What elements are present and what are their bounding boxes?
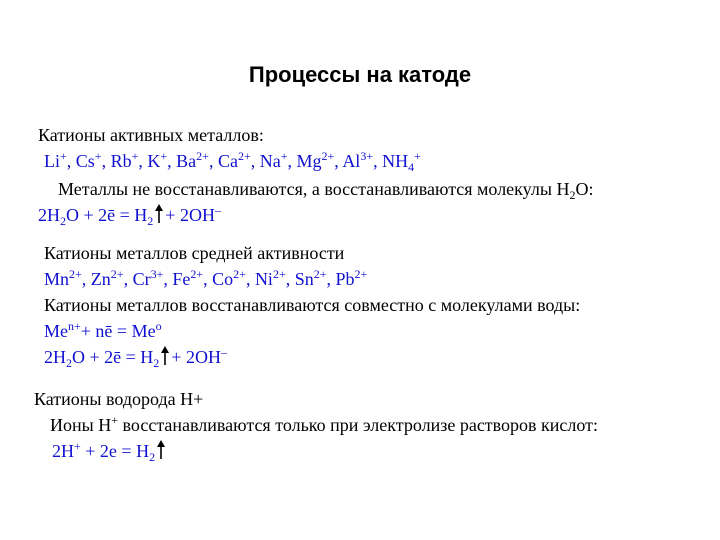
cation-item: $Fe^{2+}$, <box>172 267 213 289</box>
cation-item: $Pb^{2+}$ <box>335 267 368 289</box>
cation-item: Li+, <box>44 149 76 171</box>
arrow-up-icon <box>156 440 166 460</box>
cation-item: $Mn^{2+}$, <box>44 267 91 289</box>
cation-item: Rb+, <box>110 149 148 171</box>
section1-note: Металлы не восстанавливаются, а восстанавливаются молекулы $H_2O$: <box>58 179 594 202</box>
section3-heading: Катионы водорода Н+ <box>34 389 204 409</box>
page-title: Процессы на катоде <box>248 62 472 87</box>
section2-heading: Катионы металлов средней активности <box>44 243 345 263</box>
cation-item: K+, <box>147 149 177 171</box>
arrow-up-icon <box>154 204 164 224</box>
section2-equation-metal: $Me^{n+}+$ nē = $Me^o$ <box>44 319 162 341</box>
cation-item: $Sn^{2+}$, <box>294 267 336 289</box>
cation-item: $NH_4^+$ <box>382 149 421 174</box>
cation-item: $Ni^{2+}$, <box>254 267 295 289</box>
cation-item: $Al^{3+}$, <box>342 149 383 171</box>
cation-item: $Ba^{2+}$, <box>176 149 218 171</box>
cation-item: $Ca^{2+}$, <box>217 149 260 171</box>
section2-cation-list <box>44 268 367 290</box>
cation-item: $Cr^{3+}$, <box>132 267 173 289</box>
section2-note: Катионы металлов восстанавливаются совместно с молекулами воды: <box>44 295 581 315</box>
cation-item: Cs+, <box>75 149 111 171</box>
section1-equation: $2H_2O$ + 2ē = $H_2$ + 2OH– <box>38 203 221 228</box>
section1-cation-list <box>44 150 421 172</box>
cation-item: Na+, <box>259 149 297 171</box>
cation-item: $Mg^{2+}$, <box>296 149 343 171</box>
section3-equation: $2H^+ + 2e = H_2$ <box>52 440 167 462</box>
section1-heading: Катионы активных металлов: <box>38 125 264 145</box>
arrow-up-icon <box>160 346 170 366</box>
cation-item: $Zn^{2+}$, <box>90 267 133 289</box>
section3-note: Ионы Н+ восстанавливаются только при электролизе растворов кислот: <box>50 413 599 435</box>
cation-item: $Co^{2+}$, <box>212 267 255 289</box>
section2-equation-water: $2H_2O$ + 2ē = $H_2$ + 2OH– <box>44 345 227 370</box>
